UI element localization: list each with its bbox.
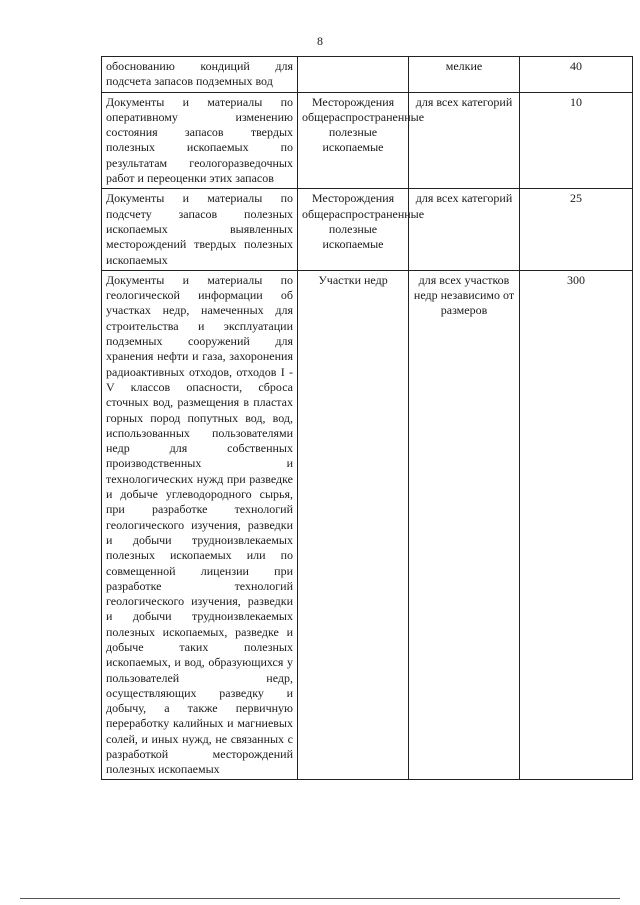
category-cell: для всех категорий [409, 189, 520, 270]
document-description-cell: Документы и материалы по оперативному изменению состояния запасов твердых полезных ископаемых по результатам геологоразведочных работ и переоценки этих запасов [102, 92, 298, 189]
fee-cell: 25 [520, 189, 633, 270]
fee-cell: 300 [520, 270, 633, 779]
page-number: 8 [317, 34, 323, 48]
fee-table [101, 56, 633, 780]
category-cell: мелкие [409, 57, 520, 93]
table-row [102, 189, 633, 270]
table-row [102, 270, 633, 779]
category-cell: для всех категорий [409, 92, 520, 189]
object-cell: Месторождения общераспространенные полезные ископаемые [298, 189, 409, 270]
fee-cell: 40 [520, 57, 633, 93]
fee-cell: 10 [520, 92, 633, 189]
document-description-cell: Документы и материалы по подсчету запасов полезных ископаемых выявленных месторождений твердых полезных ископаемых [102, 189, 298, 270]
object-cell [298, 57, 409, 93]
document-description-cell: обоснованию кондиций для подсчета запасов подземных вод [102, 57, 298, 93]
document-description-cell: Документы и материалы по геологической информации об участках недр, намеченных для строительства и эксплуатации подземных сооружений для хранения нефти и газа, захоронения радиоактивных отходов, отходов I - V классов опасности, сброса сточных вод, размещения в пластах горных пород попутных вод, вод, использованных пользователями недр для собственных производственных и технологических нужд при разведке и добыче углеводородного сырья, при разработке технологий геологического изучения, разведки и добычи трудноизвлекаемых полезных ископаемых или по совмещенной лицензии при разработке технологий геологического изучения, разведки и добычи трудноизвлекаемых полезных ископаемых, разведке и добыче таких полезных ископаемых, и вод, образующихся у пользователей недр, осуществляющих разведку и добычу, а также первичную переработку калийных и магниевых солей, и иных нужд, не связанных с разработкой месторождений полезных ископаемых [102, 270, 298, 779]
table-row [102, 92, 633, 189]
table-row [102, 57, 633, 93]
category-cell: для всех участков недр независимо от размеров [409, 270, 520, 779]
page-bottom-divider [20, 898, 620, 899]
object-cell: Участки недр [298, 270, 409, 779]
object-cell: Месторождения общераспространенные полезные ископаемые [298, 92, 409, 189]
